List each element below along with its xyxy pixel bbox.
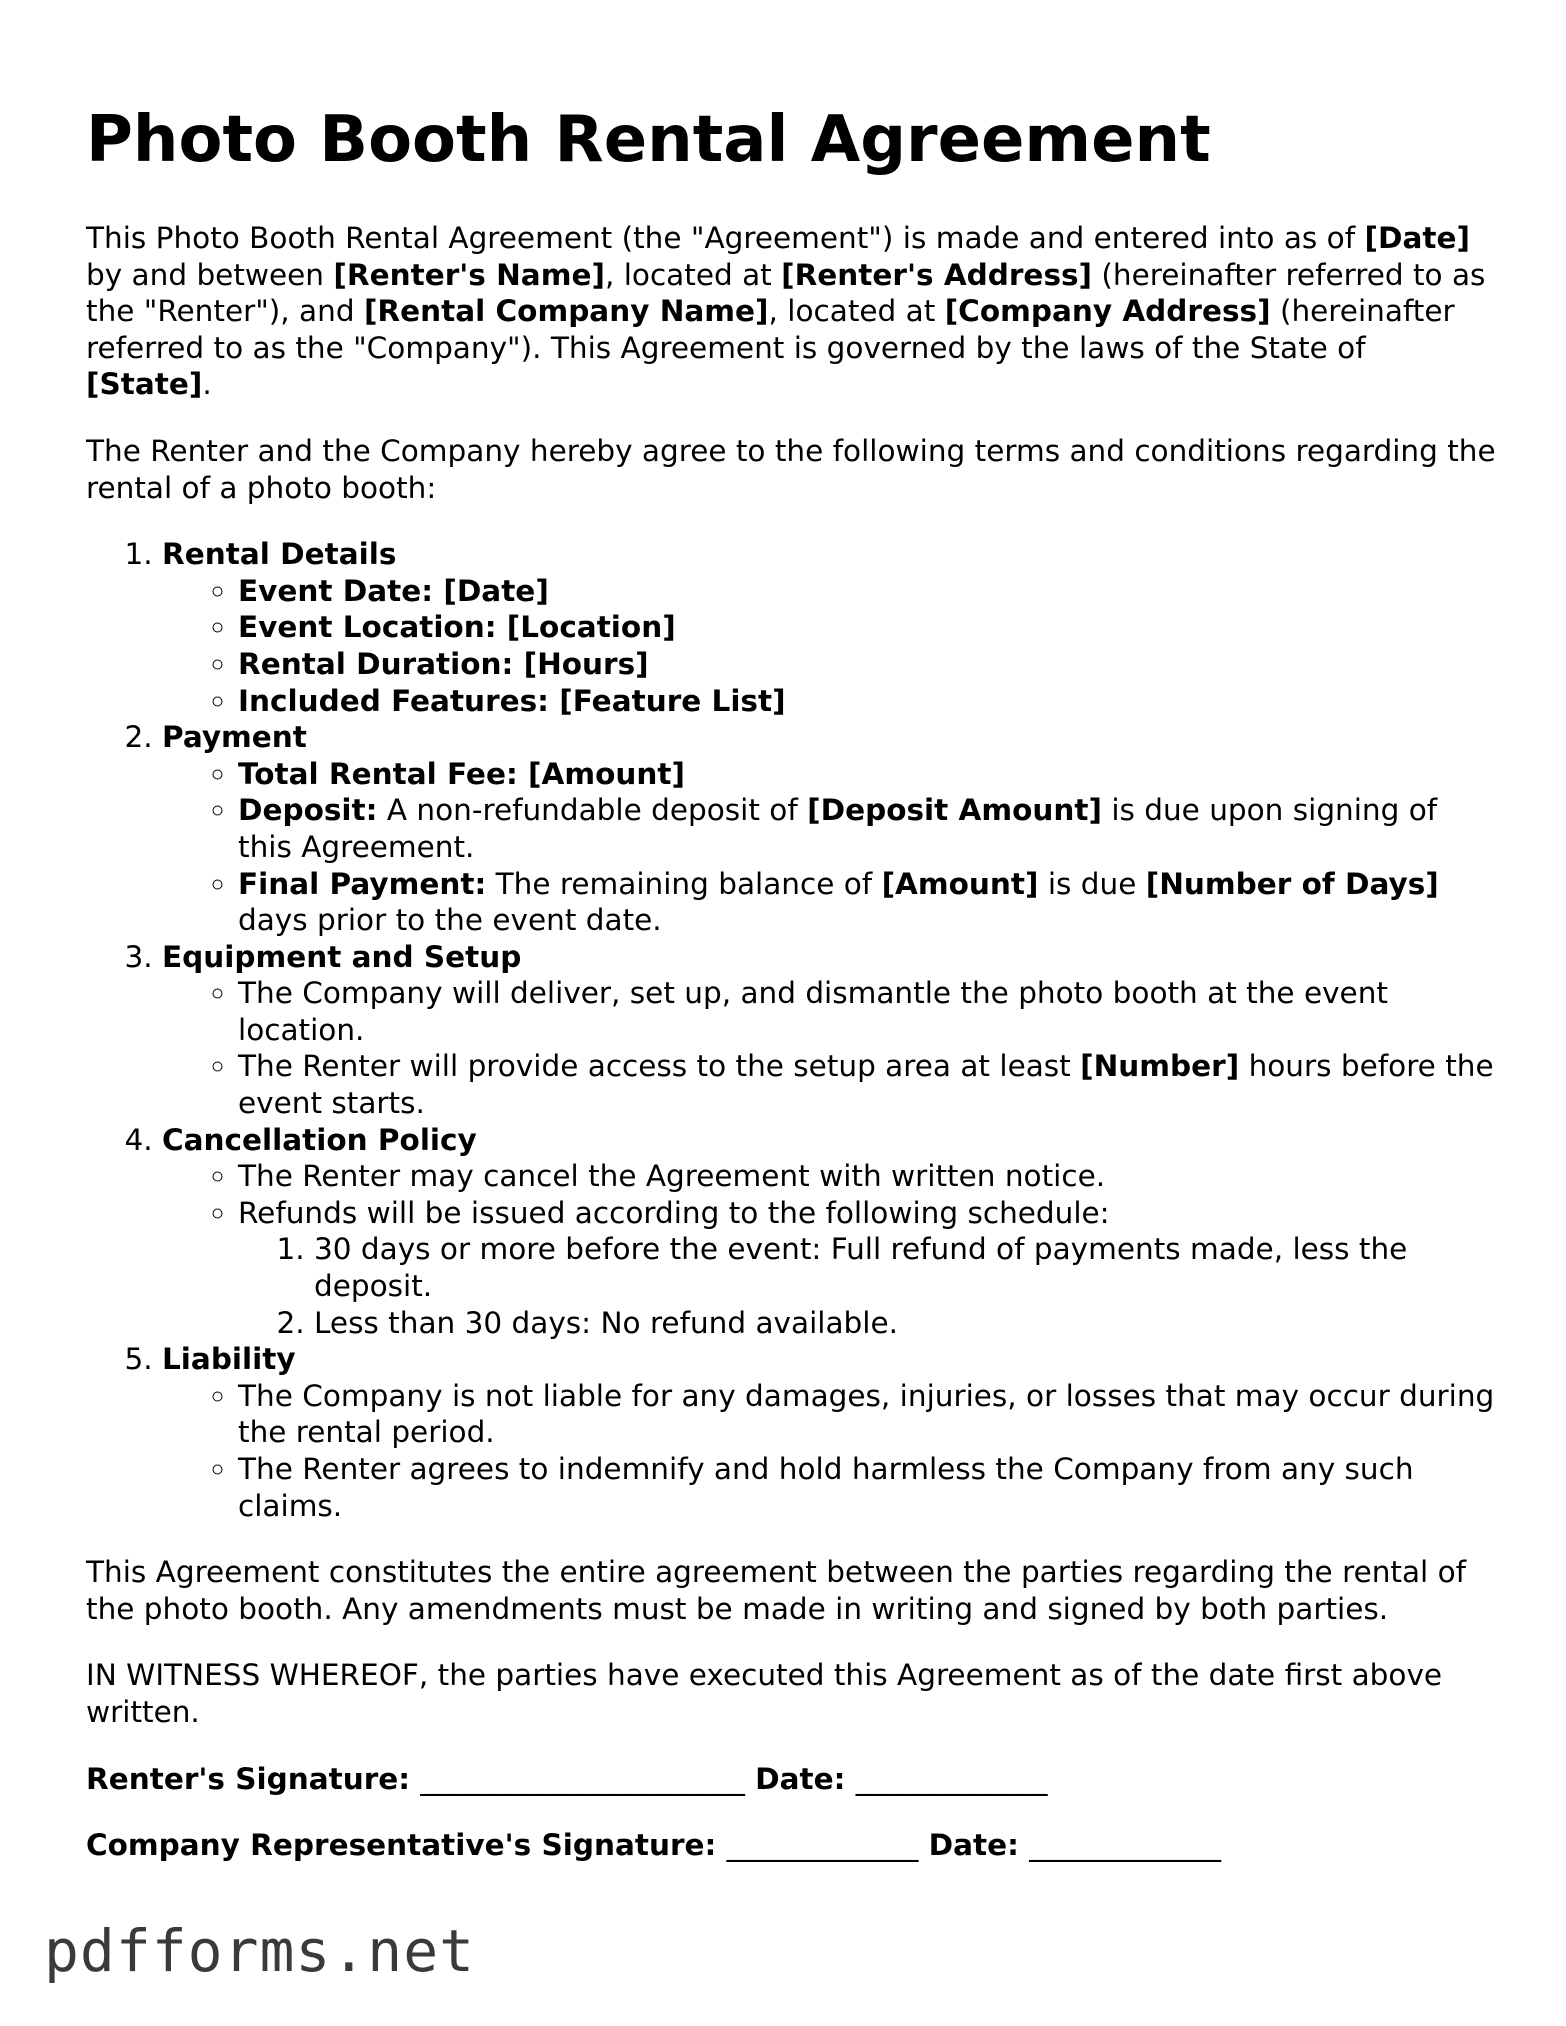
list-item <box>238 609 1496 646</box>
section-payment <box>162 719 1496 939</box>
section-heading: Equipment and Setup <box>162 939 522 974</box>
placeholder-renter-address: [Renter's Address] <box>781 257 1093 292</box>
company-date-label: Date: <box>928 1828 1019 1863</box>
watermark-logo: pdfforms.net <box>44 1917 476 1985</box>
payment-list <box>162 756 1496 939</box>
intro-text: (hereinafter referred to as the "Renter"), and <box>86 257 1486 329</box>
schedule-item: 2. Less than 30 days: No refund available. <box>314 1305 1496 1342</box>
agreement-document <box>86 100 1496 1894</box>
terms-list <box>86 536 1496 1524</box>
deposit-label: Deposit: <box>238 793 378 828</box>
intro-text: (hereinafter referred to as the "Company"). This Agreement is governed by the laws of the State of <box>86 294 1455 365</box>
deposit-text: A non-refundable deposit of <box>377 793 808 828</box>
section-equipment <box>162 939 1496 1122</box>
placeholder-date: [Date] <box>1364 221 1470 255</box>
event-location-field: Event Location: [Location] <box>238 610 676 645</box>
page-title: Photo Booth Rental Agreement <box>86 103 1211 177</box>
list-item <box>238 866 1496 939</box>
rental-duration-field: Rental Duration: [Hours] <box>238 646 649 681</box>
refund-intro: Refunds will be issued according to the following schedule: <box>238 1195 1110 1230</box>
final-payment-text: The remaining balance of <box>486 866 882 901</box>
company-signature-label: Company Representative's Signature: <box>86 1828 717 1863</box>
intro-paragraph <box>86 220 1496 403</box>
intro-text: , located at <box>768 294 945 329</box>
renter-signature-blank[interactable]: ______________________ <box>420 1761 745 1796</box>
equipment-text: hours before the event starts. <box>238 1049 1494 1121</box>
final-payment-text: is due <box>1038 866 1146 901</box>
list-item: ◦ The Company is not liable for any damages, injuries, or losses that may occur during the rental period. <box>238 1378 1496 1451</box>
included-features-field: Included Features: [Feature List] <box>238 683 786 718</box>
equipment-text: The Renter will provide access to the setup area at least <box>238 1049 1081 1084</box>
closing-paragraph: This Agreement constitutes the entire agreement between the parties regarding the rental of the photo booth. Any amendments must be made in writing and signed by both parties. <box>86 1555 1467 1626</box>
rental-details-list <box>162 573 1496 719</box>
section-liability <box>162 1341 1496 1524</box>
intro-text: , located at <box>604 257 782 292</box>
intro-text: . <box>202 367 212 402</box>
placeholder-company-address: [Company Address] <box>944 294 1271 329</box>
list-item <box>238 646 1496 683</box>
placeholder-company-name: [Rental Company Name] <box>363 294 769 329</box>
placeholder-amount: [Amount] <box>881 866 1039 901</box>
list-item <box>238 683 1496 720</box>
renter-signature-label: Renter's Signature: <box>86 1761 411 1796</box>
company-date-blank[interactable]: _____________ <box>1029 1828 1221 1863</box>
company-signature-blank[interactable]: _____________ <box>726 1828 919 1863</box>
equipment-list <box>162 975 1496 1121</box>
list-item <box>238 573 1496 610</box>
renter-date-label: Date: <box>755 1761 846 1796</box>
list-item: ◦ The Renter may cancel the Agreement with written notice. <box>238 1158 1496 1195</box>
renter-date-blank[interactable]: _____________ <box>855 1761 1048 1796</box>
placeholder-renter-name: [Renter's Name] <box>333 257 605 292</box>
total-fee-field: Total Rental Fee: [Amount] <box>238 756 685 791</box>
cancellation-list <box>162 1158 1496 1341</box>
list-item <box>238 756 1496 793</box>
placeholder-deposit-amount: [Deposit Amount] <box>807 793 1102 828</box>
placeholder-number: [Number] <box>1080 1049 1240 1084</box>
event-date-field: Event Date: [Date] <box>238 573 549 608</box>
list-item <box>238 1195 1496 1341</box>
deposit-text: is due upon signing of this Agreement. <box>238 793 1438 864</box>
section-rental-details <box>162 536 1496 719</box>
section-cancellation <box>162 1122 1496 1342</box>
list-item <box>238 1048 1496 1121</box>
section-heading: Liability <box>162 1342 296 1377</box>
final-payment-text: days prior to the event date. <box>238 903 662 938</box>
section-heading: Cancellation Policy <box>162 1122 477 1157</box>
placeholder-state: [State] <box>86 367 203 402</box>
witness-paragraph: IN WITNESS WHEREOF, the parties have executed this Agreement as of the date first above written. <box>86 1658 1443 1729</box>
liability-list <box>162 1378 1496 1524</box>
list-item: ◦ The Company will deliver, set up, and dismantle the photo booth at the event location. <box>238 975 1496 1048</box>
list-item <box>238 792 1496 865</box>
section-heading: Payment <box>162 720 307 755</box>
refund-schedule <box>238 1231 1496 1341</box>
section-heading: Rental Details <box>162 537 397 572</box>
placeholder-number-of-days: [Number of Days] <box>1145 866 1439 901</box>
final-payment-label: Final Payment: <box>238 866 487 901</box>
renter-signature-line <box>86 1761 1496 1798</box>
list-item: ◦ The Renter agrees to indemnify and hold harmless the Company from any such claims. <box>238 1451 1496 1524</box>
intro-text: This Photo Booth Rental Agreement (the "Agreement") is made and entered into as of <box>86 221 1365 255</box>
schedule-item: 1. 30 days or more before the event: Full refund of payments made, less the deposit. <box>314 1231 1496 1304</box>
company-signature-line <box>86 1827 1496 1864</box>
intro-text: by and between <box>86 257 334 292</box>
preamble-paragraph: The Renter and the Company hereby agree to the following terms and conditions regarding the rental of a photo booth: <box>86 433 1496 505</box>
